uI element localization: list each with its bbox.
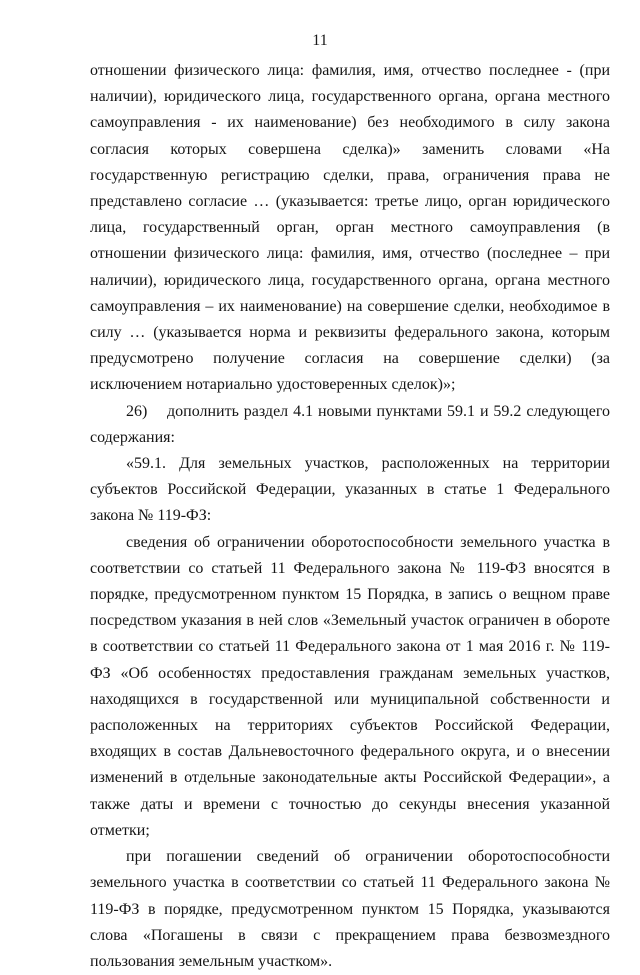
paragraph-59-1-heading: «59.1. Для земельных участков, расположенных на территории субъектов Российской Федерации, указанных в статье 1 Федерального закона № 119-ФЗ:	[90, 455, 610, 525]
paragraph-restriction-removal: при погашении сведений об ограничении оборотоспособности земельного участка в соответствии со статьей 11 Федерального закона № 119-ФЗ в порядке, предусмотренном пунктом 15 Порядка, указываются слова «Погашены в связи с прекращением права безвозмездного пользования земельным участком».	[90, 848, 610, 970]
page-number: 11	[312, 32, 328, 49]
paragraph-continuation: отношении физического лица: фамилия, имя, отчество последнее - (при наличии), юридического лица, государственного органа, органа местного самоуправления - их наименование) без необходимого в силу закона согласия которых совершена сделка)» заменить словами «На государственную регистрацию сделки, права, ограничения права не представлено согласие … (указывается: третье лицо, орган юридического лица, государственный орган, орган местного самоуправления (в отношении физического лица: фамилия, имя, отчество (последнее – при наличии), юридического лица, государственного органа, органа местного самоуправления – их наименование) на совершение сделки, необходимое в силу … (указывается норма и реквизиты федерального закона, которым предусмотрено получение согласия на совершение сделки) (за исключением нотариально удостоверенных сделок)»;	[90, 62, 610, 394]
document-body	[90, 58, 610, 975]
paragraph-restriction-info: сведения об ограничении оборотоспособности земельного участка в соответствии со статьей 11 Федерального закона № 119-ФЗ вносятся в порядке, предусмотренном пунктом 15 Порядка, в запись о вещном праве посредством указания в ней слов «Земельный участок ограничен в обороте в соответствии со статьей 11 Федерального закона от 1 мая 2016 г. № 119-ФЗ «Об особенностях предоставления гражданам земельных участков, находящихся в государственной или муниципальной собственности и расположенных на территориях субъектов Российской Федерации, входящих в состав Дальневосточного федерального округа, и о внесении изменений в отдельные законодательные акты Российской Федерации», а также даты и времени с точностью до секунды внесения указанной отметки;	[90, 533, 610, 839]
paragraph-item-26: 26) дополнить раздел 4.1 новыми пунктами 59.1 и 59.2 следующего содержания:	[90, 402, 610, 446]
